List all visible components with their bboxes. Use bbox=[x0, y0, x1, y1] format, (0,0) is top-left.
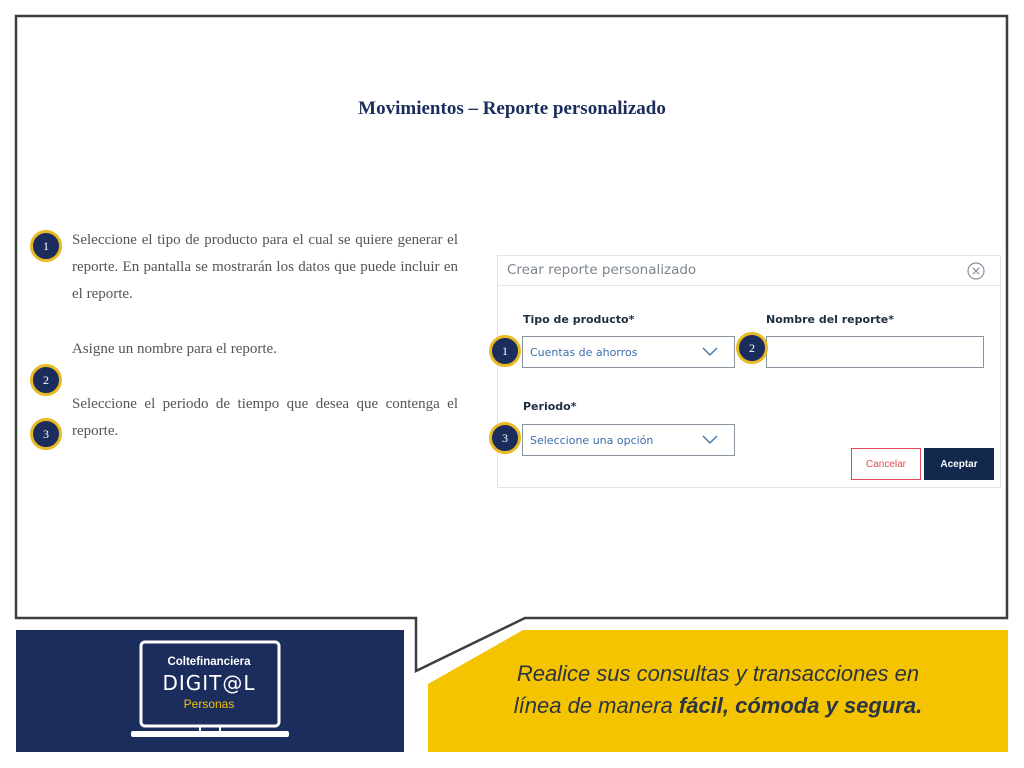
instruction-3: Seleccione el periodo de tiempo que desea que contenga el reporte. bbox=[72, 396, 458, 439]
instruction-1: Seleccione el tipo de producto para el cual se quiere generar el reporte. En pantalla se mostrarán los datos que puede incluir en el reporte. bbox=[72, 232, 458, 302]
modal-badge-2: 2 bbox=[736, 332, 768, 364]
chevron-down-icon bbox=[702, 435, 718, 445]
modal-header bbox=[498, 256, 1000, 286]
slogan-line-2-start: línea de manera bbox=[513, 693, 679, 718]
modal-badge-3: 3 bbox=[489, 422, 521, 454]
page-title: Movimientos – Reporte personalizado bbox=[358, 98, 666, 119]
brand-logo-text: DIGIT@L bbox=[162, 671, 256, 695]
slogan bbox=[428, 658, 1008, 722]
accept-button[interactable]: Aceptar bbox=[924, 448, 994, 480]
brand-subtitle: Personas bbox=[183, 697, 235, 711]
product-type-label: Tipo de producto* bbox=[523, 313, 635, 326]
report-name-label: Nombre del reporte* bbox=[766, 313, 894, 326]
slogan-line-2 bbox=[428, 690, 1008, 722]
chevron-down-icon bbox=[702, 347, 718, 357]
period-select[interactable] bbox=[522, 424, 735, 456]
step-badge-3: 3 bbox=[30, 418, 62, 450]
step-badge-1: 1 bbox=[30, 230, 62, 262]
instruction-2: Asigne un nombre para el reporte. bbox=[72, 341, 277, 357]
slogan-emphasis: fácil, cómoda y segura. bbox=[678, 693, 923, 718]
step-badge-2: 2 bbox=[30, 364, 62, 396]
slogan-line-1: Realice sus consultas y transacciones en bbox=[516, 661, 920, 686]
report-name-input[interactable] bbox=[766, 336, 984, 368]
cancel-button[interactable]: Cancelar bbox=[851, 448, 921, 480]
period-placeholder: Seleccione una opción bbox=[530, 434, 654, 447]
modal-title: Crear reporte personalizado bbox=[507, 262, 697, 278]
product-type-value: Cuentas de ahorros bbox=[530, 346, 638, 359]
brand-name: Coltefinanciera bbox=[167, 656, 251, 668]
period-label: Periodo* bbox=[523, 400, 577, 413]
modal-badge-1: 1 bbox=[489, 335, 521, 367]
close-icon[interactable] bbox=[966, 261, 986, 281]
product-type-select[interactable] bbox=[522, 336, 735, 368]
